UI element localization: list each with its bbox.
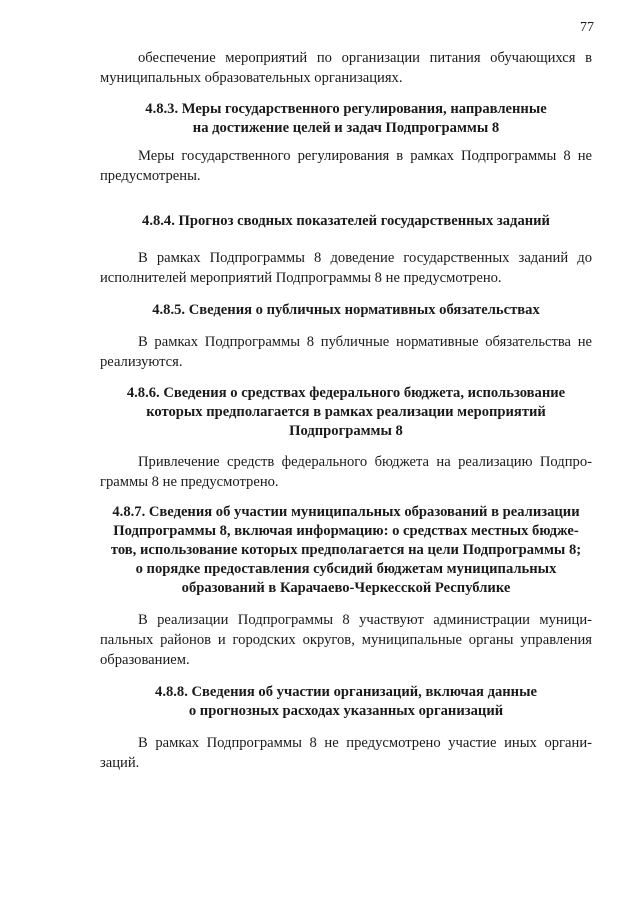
heading-line: 4.8.3. Меры государственного регулирования, направленные	[145, 101, 547, 117]
paragraph-line: граммы 8 не предусмотрено.	[100, 474, 279, 490]
heading-line: тов, использование которых предполагается на цели Подпрограммы 8;	[110, 542, 582, 558]
paragraph-line: исполнителей мероприятий Подпрограммы 8 не предусмотрено.	[100, 270, 502, 286]
section-paragraph-4-8-7	[100, 610, 592, 670]
paragraph-line: В рамках Подпрограммы 8 публичные нормативные обязательства не	[138, 334, 592, 350]
heading-line: Подпрограммы 8, включая информацию: о средствах местных бюдже-	[113, 523, 579, 539]
heading-line: 4.8.6. Сведения о средствах федерального бюджета, использование	[126, 385, 566, 401]
section-paragraph-4-8-4	[100, 248, 592, 288]
section-paragraph-4-8-8	[100, 733, 592, 773]
section-paragraph-4-8-3	[100, 146, 592, 186]
heading-line: которых предполагается в рамках реализации мероприятий	[146, 404, 546, 420]
section-heading-4-8-6	[100, 384, 592, 441]
heading-line: Подпрограммы 8	[289, 423, 403, 439]
section-heading-4-8-8	[100, 683, 592, 721]
paragraph-line: образованием.	[100, 652, 190, 668]
paragraph-line: заций.	[100, 755, 140, 771]
heading-line: 4.8.4. Прогноз сводных показателей государственных заданий	[142, 213, 550, 229]
section-paragraph-4-8-5	[100, 332, 592, 372]
heading-line: образований в Карачаево-Черкесской Республике	[181, 580, 511, 596]
heading-line: о порядке предоставления субсидий бюджетам муниципальных	[135, 561, 557, 577]
heading-line: 4.8.5. Сведения о публичных нормативных обязательствах	[152, 302, 540, 318]
paragraph-line: муниципальных образовательных организациях.	[100, 70, 403, 86]
paragraph-line: В рамках Подпрограммы 8 доведение государственных заданий до	[138, 250, 592, 266]
section-heading-4-8-4	[100, 212, 592, 231]
paragraph-line: Привлечение средств федерального бюджета на реализацию Подпро-	[138, 454, 592, 470]
paragraph-line: предусмотрены.	[100, 168, 201, 184]
heading-line: 4.8.7. Сведения об участии муниципальных образований в реализации	[112, 504, 580, 520]
paragraph-line: Меры государственного регулирования в рамках Подпрограммы 8 не	[138, 148, 592, 164]
section-heading-4-8-5	[100, 301, 592, 320]
section-heading-4-8-7	[100, 503, 592, 598]
page-number: 77	[580, 20, 594, 35]
paragraph-line: реализуются.	[100, 354, 183, 370]
paragraph-line: В рамках Подпрограммы 8 не предусмотрено участие иных органи-	[138, 735, 592, 751]
heading-line: на достижение целей и задач Подпрограммы 8	[192, 120, 500, 136]
heading-line: 4.8.8. Сведения об участии организаций, включая данные	[155, 684, 537, 700]
heading-line: о прогнозных расходах указанных организаций	[188, 703, 504, 719]
section-heading-4-8-3	[100, 100, 592, 138]
paragraph-line: обеспечение мероприятий по организации питания обучающихся в	[138, 50, 592, 66]
intro-paragraph	[100, 48, 592, 88]
paragraph-line: В реализации Подпрограммы 8 участвуют администрации муници-	[138, 612, 592, 628]
section-paragraph-4-8-6	[100, 452, 592, 492]
paragraph-line: пальных районов и городских округов, муниципальные органы управления	[100, 632, 592, 648]
